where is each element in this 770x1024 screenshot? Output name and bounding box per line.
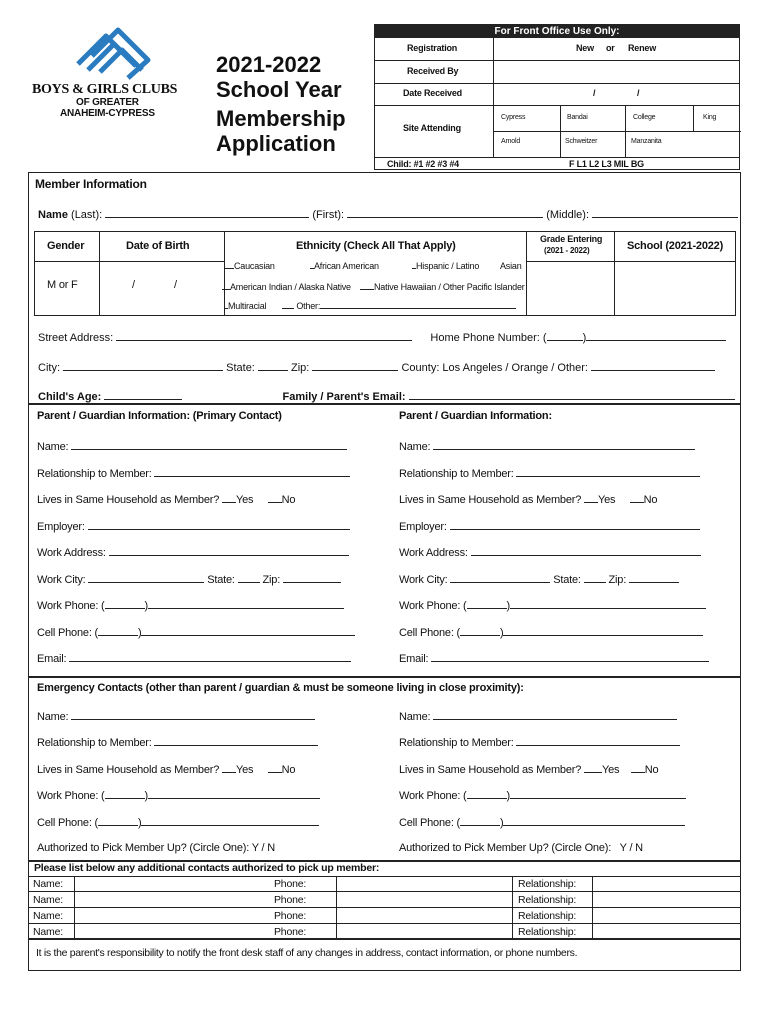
pg-household-label: Lives in Same Household as Member? [37,494,220,506]
sg-state-field[interactable] [584,573,606,583]
dob-header: Date of Birth [126,240,190,252]
site-arnold[interactable]: Arnold [501,138,521,145]
pg-name-field[interactable] [71,440,347,450]
pickup-relationship-label: Relationship: [518,878,577,890]
home-phone-field[interactable] [586,331,726,341]
zip-label: Zip: [291,362,310,374]
pg-relationship-label: Relationship to Member: [37,468,152,480]
eth-asian[interactable]: Asian [500,261,522,271]
pg-cell-phone-label: Cell Phone: ( [37,627,98,639]
emergency-heading: Emergency Contacts (other than parent / guardian & must be someone living in close proximity): [37,682,524,694]
ethnicity-header: Ethnicity (Check All That Apply) [296,240,456,252]
second-guardian-heading: Parent / Guardian Information: [399,410,552,422]
state-label: State: [226,362,255,374]
sg-work-city-label: Work City: [399,574,448,586]
pickup-name-label: Name: [33,926,63,938]
sg-work-phone-label: Work Phone: ( [399,600,467,612]
pg-household-yes-field[interactable] [222,493,236,503]
ec2-household-label: Lives in Same Household as Member? [399,764,582,776]
office-use-box [374,24,740,170]
dob-slash-1: / [132,279,135,291]
level-options[interactable]: F L1 L2 L3 MIL BG [569,159,644,169]
ec2-work-phone-label: Work Phone: ( [399,790,467,802]
eth-african-american[interactable]: African American [310,261,379,271]
ec2-household-no[interactable] [631,763,645,773]
ec1-relationship-field[interactable] [154,736,318,746]
home-phone-area-field[interactable] [547,331,583,341]
ec2-cell-phone-label: Cell Phone: ( [399,817,460,829]
pg-zip-field[interactable] [283,573,341,583]
ec1-work-phone-area[interactable] [105,789,145,799]
eth-multiracial[interactable]: Multiracial [224,301,266,311]
footer-notice: It is the parent's responsibility to notify the front desk staff of any changes in address, contact information, or phone numbers. [36,947,578,959]
title-application: Application [216,131,336,156]
pg-work-city-field[interactable] [88,573,204,583]
pickup-name-field[interactable] [75,926,265,939]
name-label: Name [38,209,68,221]
age-email-row [38,390,735,403]
sg-work-city-field[interactable] [450,573,550,583]
ec1-household-label: Lives in Same Household as Member? [37,764,220,776]
ec1-cell-phone-field[interactable] [141,816,319,826]
pg-name-label: Name: [37,441,69,453]
pickup-phone-field[interactable] [337,878,507,891]
home-phone-label: Home Phone Number: ( [430,332,547,344]
pg-employer-field[interactable] [88,520,350,530]
pickup-name-label: Name: [33,878,63,890]
school-header: School (2021-2022) [627,240,724,252]
sg-household-no-field[interactable] [630,493,644,503]
grade-entering-header: Grade Entering [540,234,603,244]
site-king[interactable]: King [703,114,717,121]
eth-hawaiian[interactable]: Native Hawaiian / Other Pacific Islander [360,282,525,292]
age-label: Child's Age: [38,391,102,403]
site-college[interactable]: College [633,114,656,121]
pickup-name-field[interactable] [75,878,265,891]
city-row [38,361,715,374]
city-field[interactable] [63,361,223,371]
street-label: Street Address: [38,332,114,344]
pickup-phone-label: Phone: [274,910,307,922]
sg-household-label: Lives in Same Household as Member? [399,494,582,506]
ec2-work-phone-area[interactable] [467,789,507,799]
pickup-phone-field[interactable] [337,910,507,923]
name-row [38,208,738,221]
eth-caucasian[interactable]: Caucasian [224,261,275,271]
last-name-field[interactable] [105,208,309,218]
site-manzanita[interactable]: Manzanita [631,138,662,145]
first-name-field[interactable] [347,208,543,218]
renew-option[interactable]: Renew [628,43,657,53]
pg-work-address-field[interactable] [109,546,349,556]
ec1-household-no[interactable] [268,763,282,773]
child-number-label: Child: #1 #2 #3 #4 [387,159,459,169]
middle-name-label: (Middle): [546,209,590,221]
pickup-phone-label: Phone: [274,926,307,938]
new-option[interactable]: New [576,43,594,53]
first-name-label: (First): [312,209,345,221]
title-school-year: School Year [216,77,342,102]
logo-line-2: OF GREATER [76,97,139,108]
ec2-cell-phone-field[interactable] [503,816,685,826]
pg-email-field[interactable] [69,652,351,662]
sg-email-field[interactable] [431,652,709,662]
member-details-table [34,231,736,321]
pickup-phone-label: Phone: [274,878,307,890]
age-field[interactable] [104,390,182,400]
sg-name-label: Name: [399,441,431,453]
pickup-phone-field[interactable] [337,926,507,939]
registration-label: Registration [407,43,458,53]
ec1-cell-phone-area[interactable] [98,816,138,826]
sg-cell-phone-area[interactable] [460,626,500,636]
pickup-relationship-field[interactable] [593,878,733,891]
site-cypress[interactable]: Cypress [501,114,526,121]
pickup-relationship-label: Relationship: [518,894,577,906]
site-bandai[interactable]: Bandai [567,114,588,121]
title-year: 2021-2022 [216,52,322,77]
zip-field[interactable] [312,361,398,371]
ec1-household-yes[interactable] [222,763,236,773]
date-slash-1: / [593,88,596,98]
pg-work-city-label: Work City: [37,574,86,586]
received-by-label: Received By [407,66,459,76]
sg-relationship-label: Relationship to Member: [399,468,514,480]
state-field[interactable] [258,361,288,371]
ec2-household-yes[interactable] [584,763,602,773]
member-info-heading: Member Information [35,177,147,191]
sg-work-phone-field[interactable] [510,599,706,609]
pickup-name-field[interactable] [75,910,265,923]
ec1-relationship-label: Relationship to Member: [37,737,152,749]
pickup-relationship-field[interactable] [593,926,733,939]
street-row: Street Address: Home Phone Number: ( ) [38,331,726,344]
date-slash-2: / [637,88,640,98]
pg-state-field[interactable] [238,573,260,583]
last-name-label: (Last): [71,209,103,221]
eth-other[interactable]: Other: [282,301,516,311]
or-label: or [606,43,615,53]
street-field[interactable] [116,331,412,341]
ec2-name-field[interactable] [433,710,677,720]
pickup-relationship-field[interactable] [593,894,733,907]
pickup-heading: Please list below any additional contacts authorized to pick up member: [34,862,380,874]
sg-name-field[interactable] [433,440,695,450]
logo-line-3: ANAHEIM-CYPRESS [60,108,155,119]
sg-cell-phone-label: Cell Phone: ( [399,627,460,639]
pickup-relationship-label: Relationship: [518,926,577,938]
pg-work-phone-label: Work Phone: ( [37,600,105,612]
pg-employer-label: Employer: [37,521,85,533]
pickup-relationship-label: Relationship: [518,910,577,922]
ec2-relationship-label: Relationship to Member: [399,737,514,749]
logo-line-1: BOYS & GIRLS CLUBS [32,82,178,97]
sg-zip-field[interactable] [629,573,679,583]
city-label: City: [38,362,60,374]
date-received-label: Date Received [403,88,462,98]
ec1-authorized-options[interactable]: Y / N [251,842,276,854]
site-attending-label: Site Attending [403,123,461,133]
eth-native[interactable]: American Indian / Alaska Native [222,282,351,292]
pg-work-phone-area[interactable] [105,599,145,609]
sg-employer-label: Employer: [399,521,447,533]
ec1-work-phone-label: Work Phone: ( [37,790,105,802]
grade-years-header: (2021 - 2022) [544,246,590,255]
ec2-work-phone-field[interactable] [510,789,686,799]
sg-work-phone-area[interactable] [467,599,507,609]
pickup-name-label: Name: [33,894,63,906]
pg-work-address-label: Work Address: [37,547,106,559]
sg-email-label: Email: [399,653,429,665]
gender-header: Gender [47,240,85,252]
pg-work-phone-field[interactable] [148,599,344,609]
logo [32,20,192,120]
middle-name-field[interactable] [592,208,738,218]
sg-cell-phone-field[interactable] [503,626,703,636]
pickup-phone-field[interactable] [337,894,507,907]
pg-email-label: Email: [37,653,67,665]
form-title [216,52,346,156]
pickup-phone-label: Phone: [274,894,307,906]
boys-girls-clubs-logo-icon [32,20,192,82]
gender-options[interactable]: M or F [47,279,78,291]
sg-work-address-label: Work Address: [399,547,468,559]
family-email-label: Family / Parent's Email: [282,391,406,403]
pickup-name-label: Name: [33,910,63,922]
pg-household-no-field[interactable] [268,493,282,503]
sg-household-yes-field[interactable] [584,493,598,503]
site-schweitzer[interactable]: Schweitzer [565,138,598,145]
ec1-name-field[interactable] [71,710,315,720]
ec2-name-label: Name: [399,711,431,723]
county-label: County: Los Angeles / Orange / Other: [401,362,588,374]
sg-relationship-field[interactable] [516,467,700,477]
eth-hispanic[interactable]: Hispanic / Latino [412,261,479,271]
ec2-authorized-options[interactable]: Y / N [619,842,643,854]
title-membership: Membership [216,106,346,131]
pickup-name-field[interactable] [75,894,265,907]
pg-relationship-field[interactable] [154,467,350,477]
primary-guardian-heading: Parent / Guardian Information: (Primary Contact) [37,410,282,422]
ec1-name-label: Name: [37,711,69,723]
pg-cell-phone-field[interactable] [141,626,355,636]
ec2-cell-phone-area[interactable] [460,816,500,826]
ec1-work-phone-field[interactable] [148,789,320,799]
sg-employer-field[interactable] [450,520,700,530]
ec2-relationship-field[interactable] [516,736,680,746]
county-other-field[interactable] [591,361,715,371]
family-email-field[interactable] [409,390,735,400]
ec1-cell-phone-label: Cell Phone: ( [37,817,98,829]
ec2-authorized-label: Authorized to Pick Member Up? (Circle One): [399,842,612,854]
dob-slash-2: / [174,279,177,291]
sg-work-address-field[interactable] [471,546,701,556]
office-use-header: For Front Office Use Only: [375,25,739,38]
pg-cell-phone-area[interactable] [98,626,138,636]
pickup-relationship-field[interactable] [593,910,733,923]
ec1-authorized-label: Authorized to Pick Member Up? (Circle One): [37,842,250,854]
